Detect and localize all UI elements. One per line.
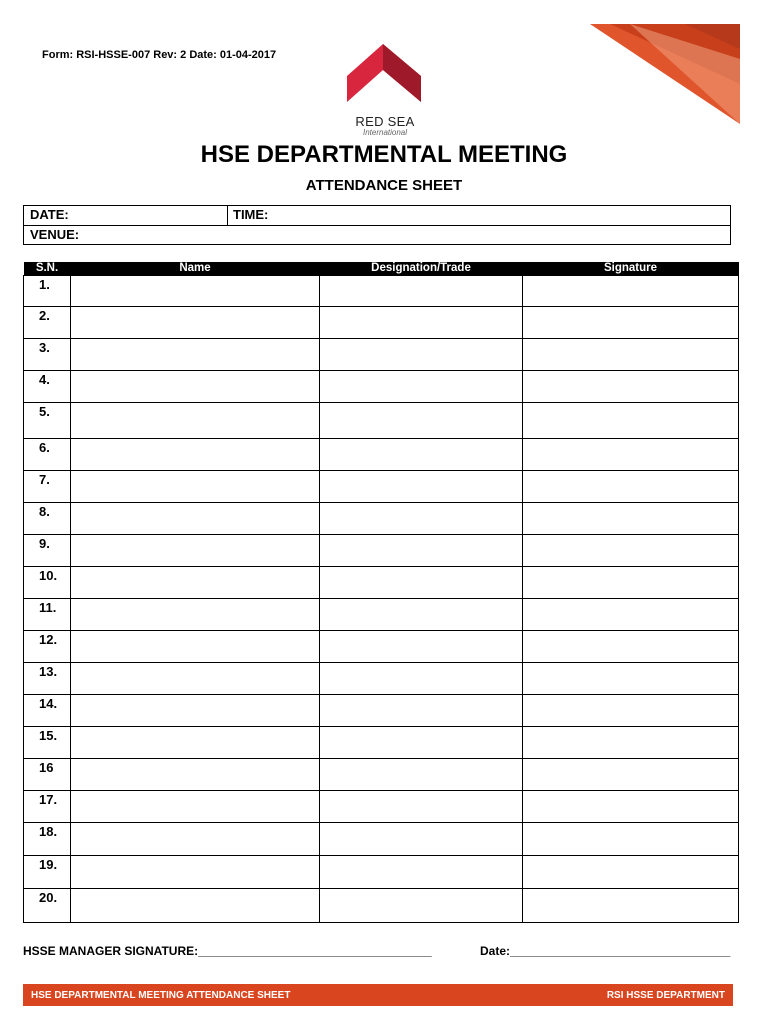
table-row [24, 791, 739, 823]
corner-decoration [590, 24, 740, 124]
table-row [24, 403, 739, 439]
row-number: 16 [24, 759, 71, 791]
name-cell[interactable] [71, 567, 320, 599]
date-time-divider [227, 206, 228, 225]
venue-field[interactable]: VENUE: [30, 227, 80, 242]
signature-cell[interactable] [523, 307, 739, 339]
page-title: HSE DEPARTMENTAL MEETING [200, 141, 568, 168]
designation-cell[interactable] [320, 823, 523, 856]
row-number: 11. [24, 599, 71, 631]
name-cell[interactable] [71, 307, 320, 339]
signature-cell[interactable] [523, 823, 739, 856]
header-signature: Signature [523, 262, 739, 276]
signature-cell[interactable] [523, 471, 739, 503]
venue-row [24, 226, 730, 245]
signature-cell[interactable] [523, 403, 739, 439]
signature-cell[interactable] [523, 276, 739, 307]
signature-cell[interactable] [523, 759, 739, 791]
header-name: Name [71, 262, 320, 276]
table-row [24, 276, 739, 307]
designation-cell[interactable] [320, 856, 523, 889]
name-cell[interactable] [71, 276, 320, 307]
table-row [24, 631, 739, 663]
row-number: 14. [24, 695, 71, 727]
table-row [24, 503, 739, 535]
row-number: 7. [24, 471, 71, 503]
row-number: 15. [24, 727, 71, 759]
designation-cell[interactable] [320, 567, 523, 599]
name-cell[interactable] [71, 695, 320, 727]
date-time-row [24, 206, 730, 226]
row-number: 17. [24, 791, 71, 823]
row-number: 3. [24, 339, 71, 371]
signature-cell[interactable] [523, 856, 739, 889]
table-row [24, 599, 739, 631]
name-cell[interactable] [71, 535, 320, 567]
row-number: 10. [24, 567, 71, 599]
row-number: 18. [24, 823, 71, 856]
name-cell[interactable] [71, 439, 320, 471]
row-number: 19. [24, 856, 71, 889]
logo-subtitle: International [362, 128, 408, 137]
name-cell[interactable] [71, 759, 320, 791]
table-row [24, 663, 739, 695]
row-number: 1. [24, 276, 71, 307]
signature-date-line[interactable]: Date:_________________________________ [480, 944, 731, 958]
signature-cell[interactable] [523, 567, 739, 599]
name-cell[interactable] [71, 889, 320, 923]
signature-cell[interactable] [523, 339, 739, 371]
table-row [24, 856, 739, 889]
table-row [24, 535, 739, 567]
manager-signature-line[interactable]: HSSE MANAGER SIGNATURE:___________________________________ [23, 944, 432, 958]
table-row [24, 567, 739, 599]
designation-cell[interactable] [320, 307, 523, 339]
designation-cell[interactable] [320, 535, 523, 567]
table-row [24, 889, 739, 923]
designation-cell[interactable] [320, 439, 523, 471]
page-subtitle: ATTENDANCE SHEET [305, 177, 463, 194]
table-row [24, 695, 739, 727]
row-number: 13. [24, 663, 71, 695]
table-row [24, 307, 739, 339]
table-row [24, 339, 739, 371]
table-row [24, 727, 739, 759]
designation-cell[interactable] [320, 471, 523, 503]
table-row [24, 823, 739, 856]
logo-name: RED SEA [355, 114, 415, 129]
signature-cell[interactable] [523, 695, 739, 727]
designation-cell[interactable] [320, 889, 523, 923]
row-number: 6. [24, 439, 71, 471]
meeting-info-box [23, 205, 731, 245]
designation-cell[interactable] [320, 599, 523, 631]
table-row [24, 471, 739, 503]
designation-cell[interactable] [320, 759, 523, 791]
footer-bar [23, 984, 733, 1006]
designation-cell[interactable] [320, 403, 523, 439]
signature-cell[interactable] [523, 663, 739, 695]
row-number: 2. [24, 307, 71, 339]
header-sn: S.N. [24, 262, 71, 276]
name-cell[interactable] [71, 503, 320, 535]
name-cell[interactable] [71, 371, 320, 403]
name-cell[interactable] [71, 856, 320, 889]
signature-cell[interactable] [523, 599, 739, 631]
table-row [24, 371, 739, 403]
row-number: 8. [24, 503, 71, 535]
form-reference: Form: RSI-HSSE-007 Rev: 2 Date: 01-04-2017 [42, 49, 277, 61]
designation-cell[interactable] [320, 631, 523, 663]
designation-cell[interactable] [320, 503, 523, 535]
signature-cell[interactable] [523, 503, 739, 535]
name-cell[interactable] [71, 791, 320, 823]
designation-cell[interactable] [320, 727, 523, 759]
signature-cell[interactable] [523, 727, 739, 759]
designation-cell[interactable] [320, 339, 523, 371]
row-number: 20. [24, 889, 71, 923]
row-number: 5. [24, 403, 71, 439]
row-number: 9. [24, 535, 71, 567]
header-designation: Designation/Trade [320, 262, 523, 276]
time-field[interactable]: TIME: [233, 207, 269, 222]
table-row [24, 439, 739, 471]
signature-cell[interactable] [523, 791, 739, 823]
name-cell[interactable] [71, 403, 320, 439]
row-number: 12. [24, 631, 71, 663]
row-number: 4. [24, 371, 71, 403]
signature-cell[interactable] [523, 439, 739, 471]
signature-cell[interactable] [523, 535, 739, 567]
table-header-row [24, 262, 739, 276]
date-field[interactable]: DATE: [30, 207, 69, 222]
name-cell[interactable] [71, 663, 320, 695]
footer-title: HSE DEPARTMENTAL MEETING ATTENDANCE SHEET [31, 990, 291, 1001]
designation-cell[interactable] [320, 663, 523, 695]
table-row [24, 759, 739, 791]
attendance-table [23, 262, 739, 923]
signature-cell[interactable] [523, 889, 739, 923]
designation-cell[interactable] [320, 695, 523, 727]
designation-cell[interactable] [320, 791, 523, 823]
name-cell[interactable] [71, 339, 320, 371]
footer-department: RSI HSSE DEPARTMENT [606, 990, 725, 1001]
name-cell[interactable] [71, 471, 320, 503]
name-cell[interactable] [71, 823, 320, 856]
signature-cell[interactable] [523, 631, 739, 663]
name-cell[interactable] [71, 631, 320, 663]
name-cell[interactable] [71, 727, 320, 759]
name-cell[interactable] [71, 599, 320, 631]
designation-cell[interactable] [320, 276, 523, 307]
signature-cell[interactable] [523, 371, 739, 403]
designation-cell[interactable] [320, 371, 523, 403]
